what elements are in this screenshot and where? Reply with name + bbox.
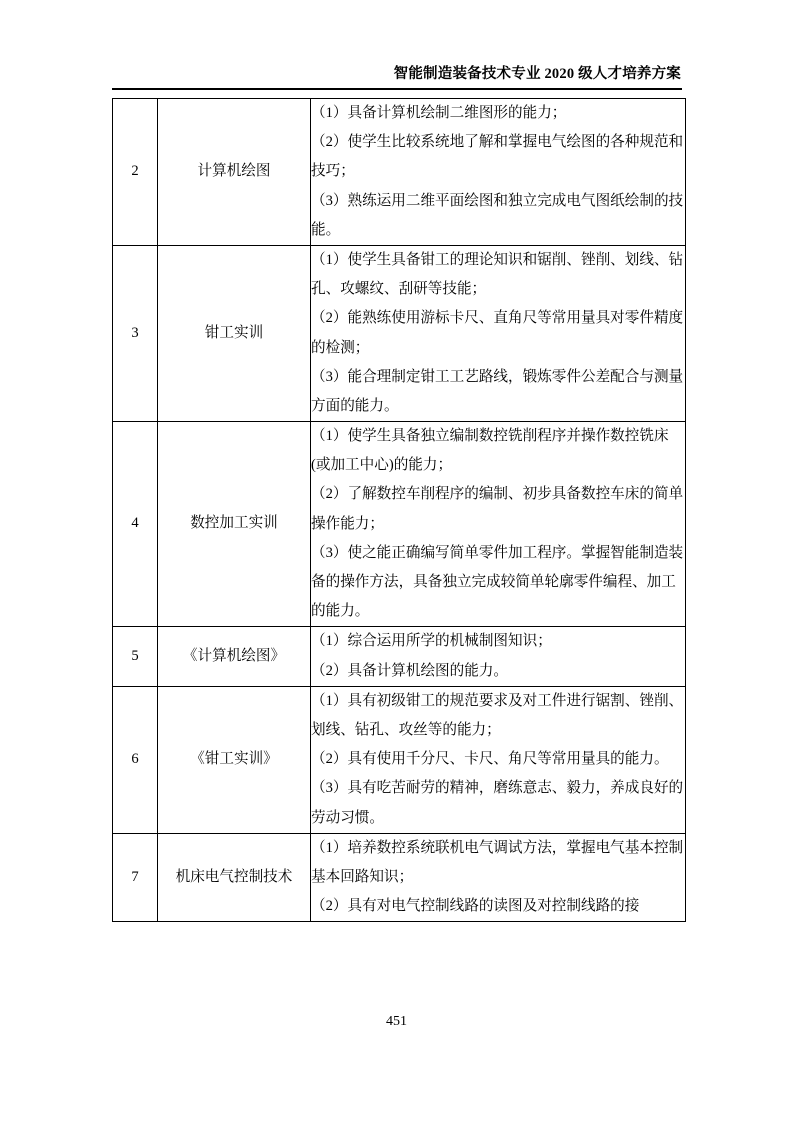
row-course-name: 《钳工实训》 bbox=[158, 686, 311, 833]
row-description bbox=[311, 627, 686, 686]
page-header: 智能制造装备技术专业 2020 级人才培养方案 bbox=[393, 66, 681, 82]
row-number: 7 bbox=[113, 833, 158, 922]
page-number: 451 bbox=[386, 1014, 407, 1029]
description-line: （2）具有使用千分尺、卡尺、角尺等常用量具的能力。 bbox=[311, 751, 669, 768]
description-line: （1）综合运用所学的机械制图知识； bbox=[311, 633, 552, 650]
row-course-name: 机床电气控制技术 bbox=[158, 833, 311, 922]
row-number: 5 bbox=[113, 627, 158, 686]
description-line: （1）使学生具备钳工的理论知识和锯削、锉削、划线、钻孔、攻螺纹、刮研等技能； bbox=[311, 251, 684, 298]
table-row bbox=[113, 245, 686, 421]
description-line: （2）了解数控车削程序的编制、初步具备数控车床的简单操作能力； bbox=[311, 486, 684, 532]
table-row bbox=[113, 627, 686, 686]
row-description bbox=[311, 99, 686, 246]
description-line: （3）能合理制定钳工工艺路线，锻炼零件公差配合与测量方面的能力。 bbox=[311, 368, 684, 414]
content-table-wrapper bbox=[112, 98, 682, 922]
table-row bbox=[113, 686, 686, 833]
row-number: 2 bbox=[113, 99, 158, 246]
header-divider bbox=[112, 88, 682, 90]
row-description bbox=[311, 245, 686, 421]
description-line: （2）能熟练使用游标卡尺、直角尺等常用量具对零件精度的检测； bbox=[311, 310, 684, 356]
table-row bbox=[113, 833, 686, 922]
row-description bbox=[311, 833, 686, 922]
description-line: （1）具有初级钳工的规范要求及对工件进行锯割、锉削、划线、钻孔、攻丝等的能力； bbox=[311, 692, 684, 738]
description-line: （2）使学生比较系统地了解和掌握电气绘图的各种规范和技巧； bbox=[311, 134, 684, 180]
row-number: 4 bbox=[113, 422, 158, 627]
description-line: （1）培养数控系统联机电气调试方法，掌握电气基本控制基本回路知识； bbox=[311, 839, 684, 885]
course-objectives-table bbox=[112, 98, 686, 922]
description-line: （3）具有吃苦耐劳的精神，磨练意志、毅力，养成良好的劳动习惯。 bbox=[311, 780, 684, 826]
row-course-name: 计算机绘图 bbox=[158, 99, 311, 246]
row-course-name: 数控加工实训 bbox=[158, 422, 311, 627]
table-row bbox=[113, 99, 686, 246]
description-line: （3）使之能正确编写简单零件加工程序。掌握智能制造装备的操作方法，具备独立完成较简单轮廓零件编程、加工的能力。 bbox=[311, 544, 684, 620]
description-line: （2）具有对电气控制线路的读图及对控制线路的接 bbox=[311, 898, 640, 915]
table-row bbox=[113, 422, 686, 627]
description-line: （2）具备计算机绘图的能力。 bbox=[311, 662, 509, 679]
row-course-name: 《计算机绘图》 bbox=[158, 627, 311, 686]
description-line: （1）使学生具备独立编制数控铣削程序并操作数控铣床(或加工中心)的能力； bbox=[311, 428, 669, 474]
description-line: （3）熟练运用二维平面绘图和独立完成电气图纸绘制的技能。 bbox=[311, 192, 684, 238]
row-number: 6 bbox=[113, 686, 158, 833]
description-line: （1）具备计算机绘制二维图形的能力； bbox=[311, 105, 567, 121]
row-number: 3 bbox=[113, 245, 158, 421]
table-body bbox=[113, 99, 686, 922]
row-description bbox=[311, 686, 686, 833]
row-course-name: 钳工实训 bbox=[158, 245, 311, 421]
row-description bbox=[311, 422, 686, 627]
